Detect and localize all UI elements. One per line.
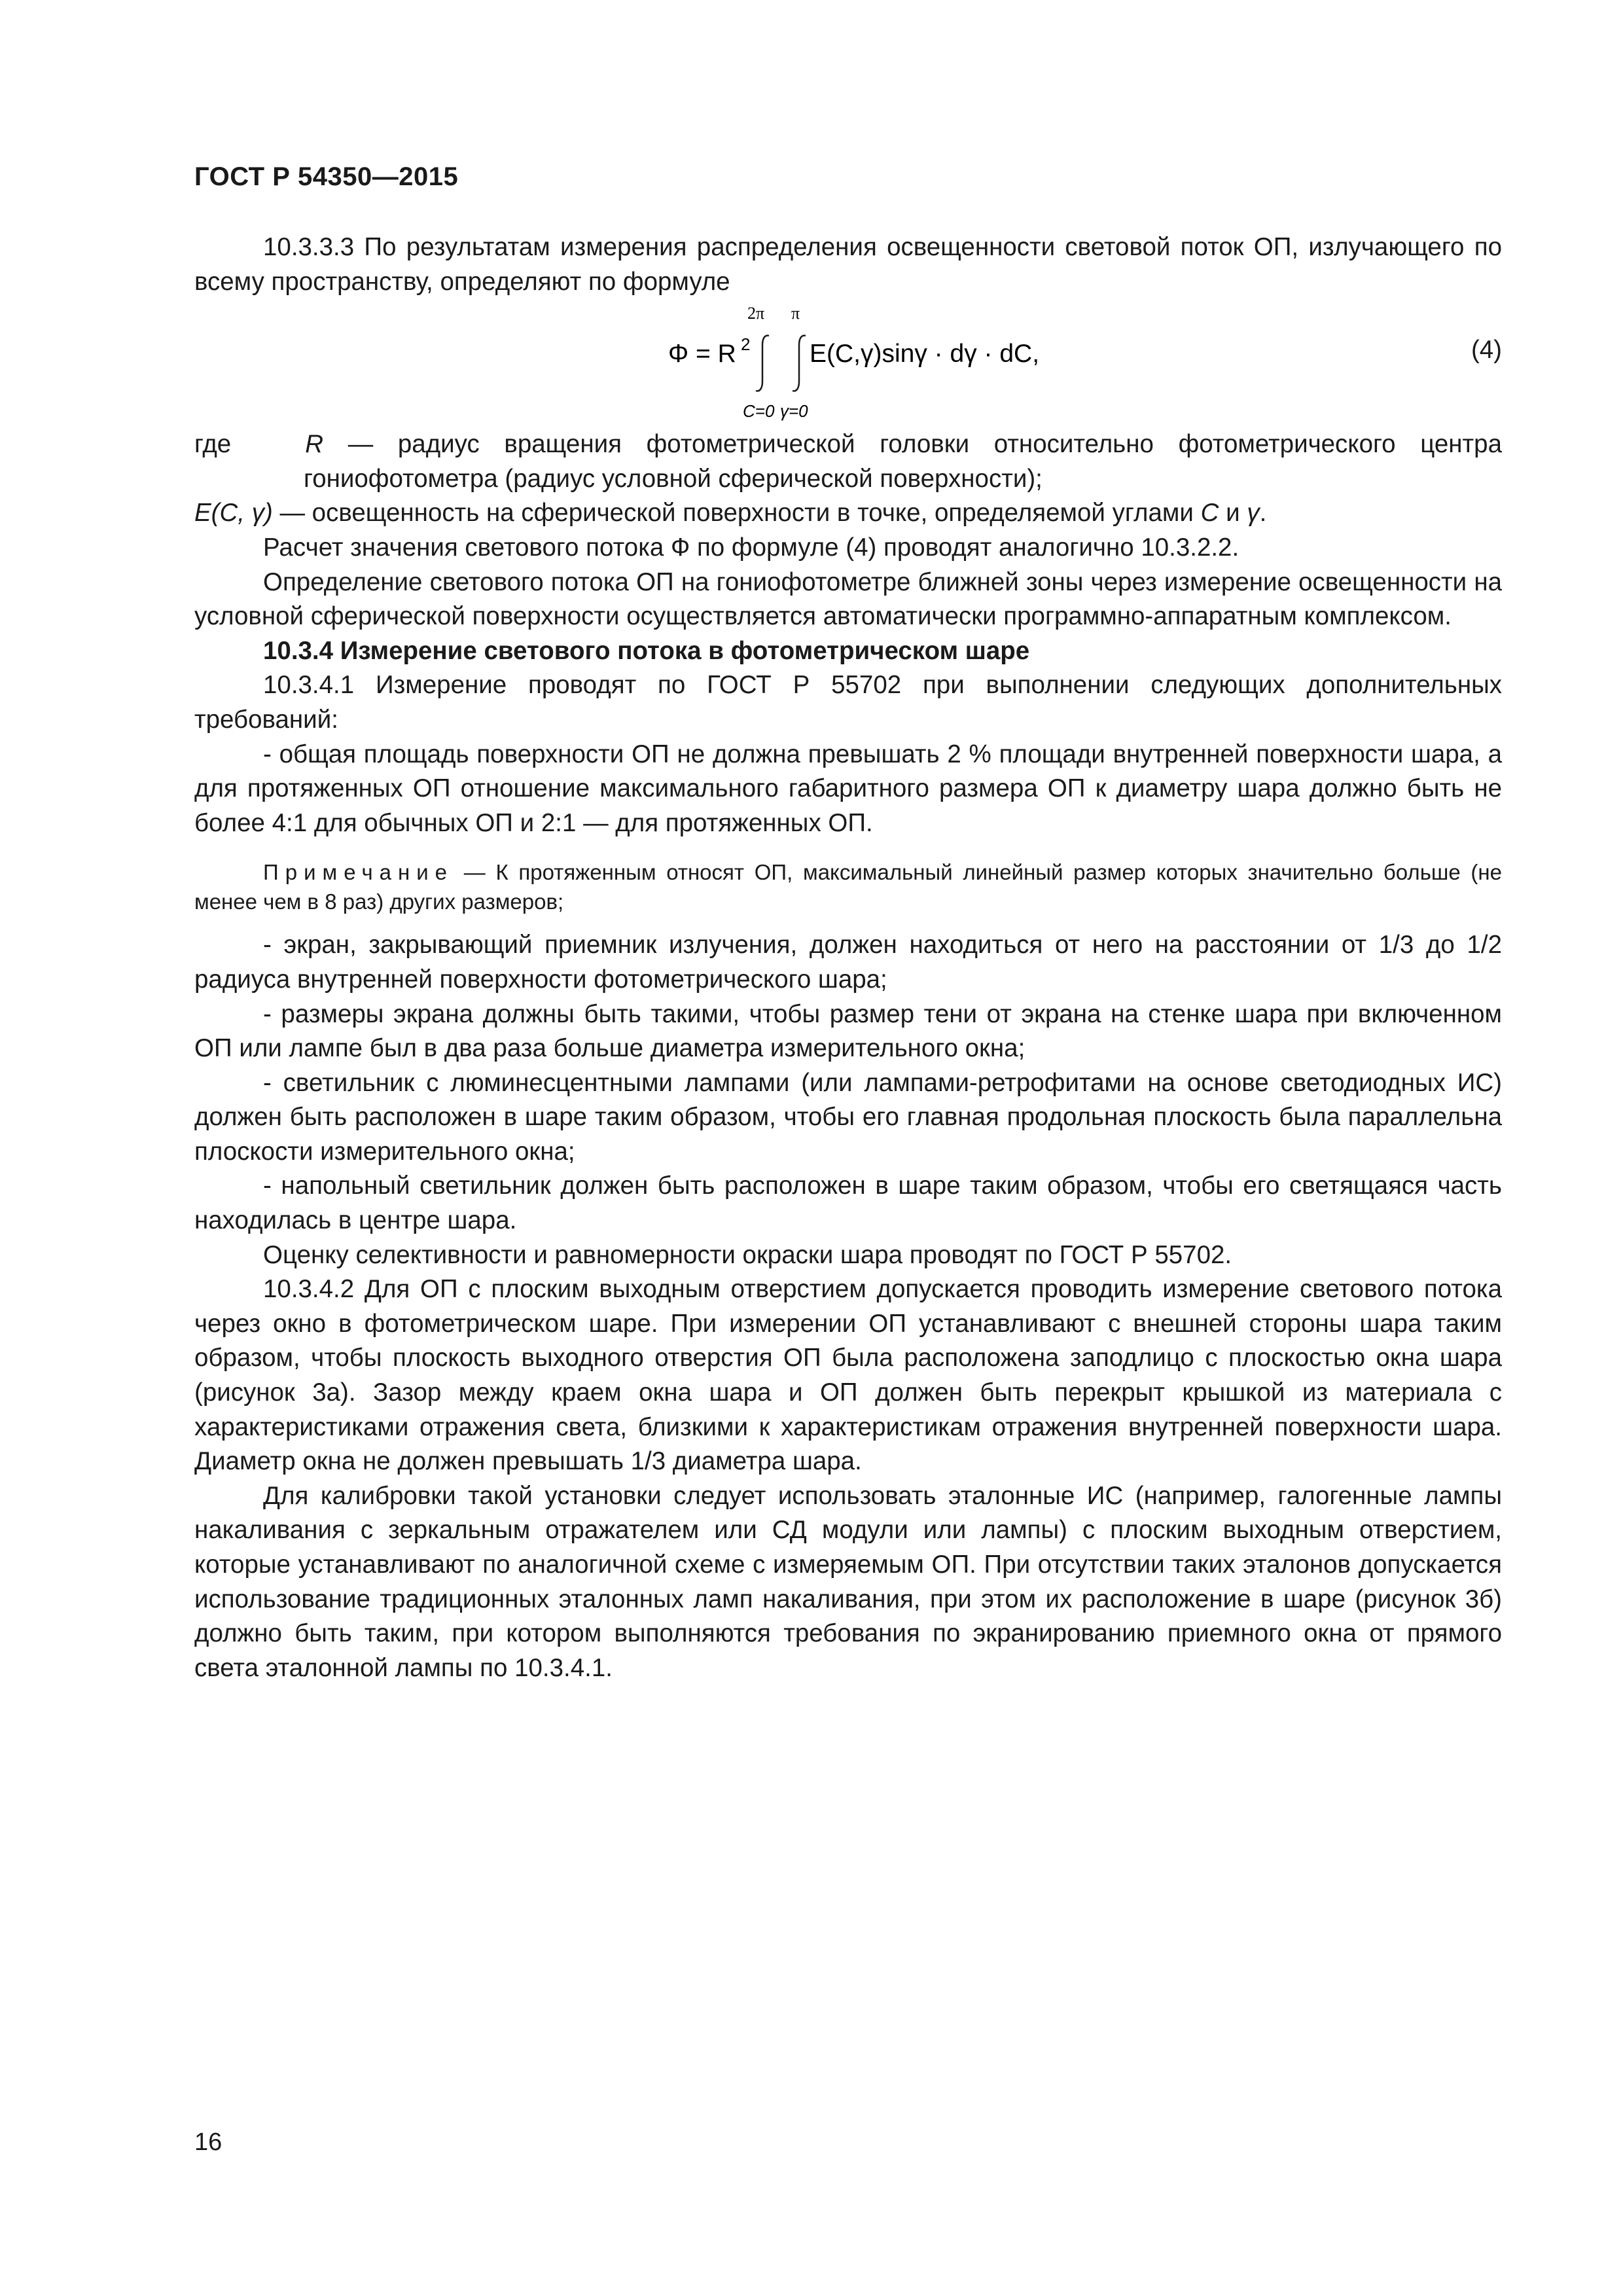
bullet-screen-size: - размеры экрана должны быть такими, чтобы размер тени от экрана на стенке шара при включенном ОП или лампе был в два раза больше диаметра измерительного окна; <box>194 999 1502 1063</box>
paragraph-10-3-3-3: 10.3.3.3 По результатам измерения распределения освещенности световой поток ОП, излучающего по всему пространству, определяют по формуле <box>194 233 1502 296</box>
note-text: — К протяженным относят ОП, максимальный линейный размер которых значительно больше (не менее чем в 8 раз) других размеров; <box>194 860 1502 914</box>
section-heading-10-3-4: 10.3.4 Измерение светового потока в фотометрическом шаре <box>263 636 1030 665</box>
formula-integrand: E(C,γ)sinγ · dγ · dC, <box>810 340 1040 368</box>
document-body <box>194 230 1502 1685</box>
paragraph-selectivity: Оценку селективности и равномерности окраски шара проводят по ГОСТ Р 55702. <box>263 1240 1232 1269</box>
integral-1-sign <box>756 336 769 391</box>
paragraph-calc: Расчет значения светового потока Ф по формуле (4) проводят аналогично 10.3.2.2. <box>263 533 1240 562</box>
formula-4 <box>194 299 1502 427</box>
formula-sup: 2 <box>741 334 751 355</box>
where-E-text: — освещенность на сферической поверхности в точке, определяемой углами <box>272 499 1201 528</box>
where-E-end: . <box>1259 499 1267 528</box>
note-label: Примечание <box>263 860 454 885</box>
var-C: C <box>1200 499 1219 528</box>
integral-1-upper: 2π <box>747 304 765 323</box>
bullet-screen-distance: - экран, закрывающий приемник излучения, должен находиться от него на расстоянии от 1/3 до 1/2 радиуса внутренней поверхности фотометрического шара; <box>194 931 1502 994</box>
integral-2-upper: π <box>791 304 800 323</box>
integral-2-sign <box>793 336 806 391</box>
where-E-definition <box>194 496 1502 531</box>
where-R-definition <box>194 427 1502 496</box>
var-gamma: γ <box>1247 499 1260 528</box>
formula-lhs: Φ = R <box>668 340 736 368</box>
bullet-fluorescent-luminaire: - светильник с люминесцентными лампами (или лампами-ретрофитами на основе светодиодных ИС) должен быть расположен в шаре таким образом, чтобы его главная продольная плоскость была параллельна плоскости измерительного окна; <box>194 1068 1502 1166</box>
paragraph-10-3-4-1: 10.3.4.1 Измерение проводят по ГОСТ Р 55702 при выполнении следующих дополнительных требований: <box>194 671 1502 734</box>
paragraph-10-3-4-2: 10.3.4.2 Для ОП с плоским выходным отверстием допускается проводить измерение светового потока через окно в фотометрическом шаре. При измерении ОП устанавливают с внешней стороны шара таким образом, чтобы плоскость выходного отверстия ОП была расположена заподлицо с плоскостью окна шара (рисунок 3а). Зазор между краем окна шара и ОП должен быть перекрыт крышкой из материала с характеристиками отражения света, близкими к характеристикам отражения внутренней поверхности шара. Диаметр окна не должен превышать 1/3 диаметра шара. <box>194 1275 1502 1476</box>
where-label: где <box>194 430 232 459</box>
var-R: R <box>305 430 324 459</box>
bullet-surface-area: - общая площадь поверхности ОП не должна превышать 2 % площади внутренней поверхности шара, а для протяженных ОП отношение максимального габаритного размера ОП к диаметру шара должно быть не более 4:1 для обычных ОП и 2:1 — для протяженных ОП. <box>194 740 1502 837</box>
note <box>194 857 1502 916</box>
integral-1-lower: C=0 <box>743 401 775 422</box>
formula-number: (4) <box>1471 336 1502 365</box>
bullet-floor-luminaire: - напольный светильник должен быть расположен в шаре таким образом, чтобы его светящаяся часть находилась в центре шара. <box>194 1172 1502 1235</box>
page-number: 16 <box>194 2128 223 2156</box>
where-E-and: и <box>1219 499 1247 528</box>
where-R-text: — радиус вращения фотометрической головки относительно фотометрического центра гониофотометра (радиус условной сферической поверхности); <box>304 430 1503 493</box>
formula-graphic <box>194 299 1502 427</box>
document-header: ГОСТ Р 54350—2015 <box>194 162 459 191</box>
var-E: E(C, γ) <box>194 499 273 528</box>
integral-2-lower: γ=0 <box>780 401 808 422</box>
paragraph-goniophotometer: Определение светового потока ОП на гониофотометре ближней зоны через измерение освещенности на условной сферической поверхности осуществляется автоматически программно-аппаратным комплексом. <box>194 567 1502 631</box>
paragraph-calibration: Для калибровки такой установки следует использовать эталонные ИС (например, галогенные лампы накаливания с зеркальным отражателем или СД модули или лампы) с плоским выходным отверстием, которые устанавливают по аналогичной схеме с измеряемым ОП. При отсутствии таких эталонов допускается использование традиционных эталонных ламп накаливания, при этом их расположение в шаре (рисунок 3б) должно быть таким, при котором выполняются требования по экранированию приемного окна от прямого света эталонной лампы по 10.3.4.1. <box>194 1481 1502 1682</box>
